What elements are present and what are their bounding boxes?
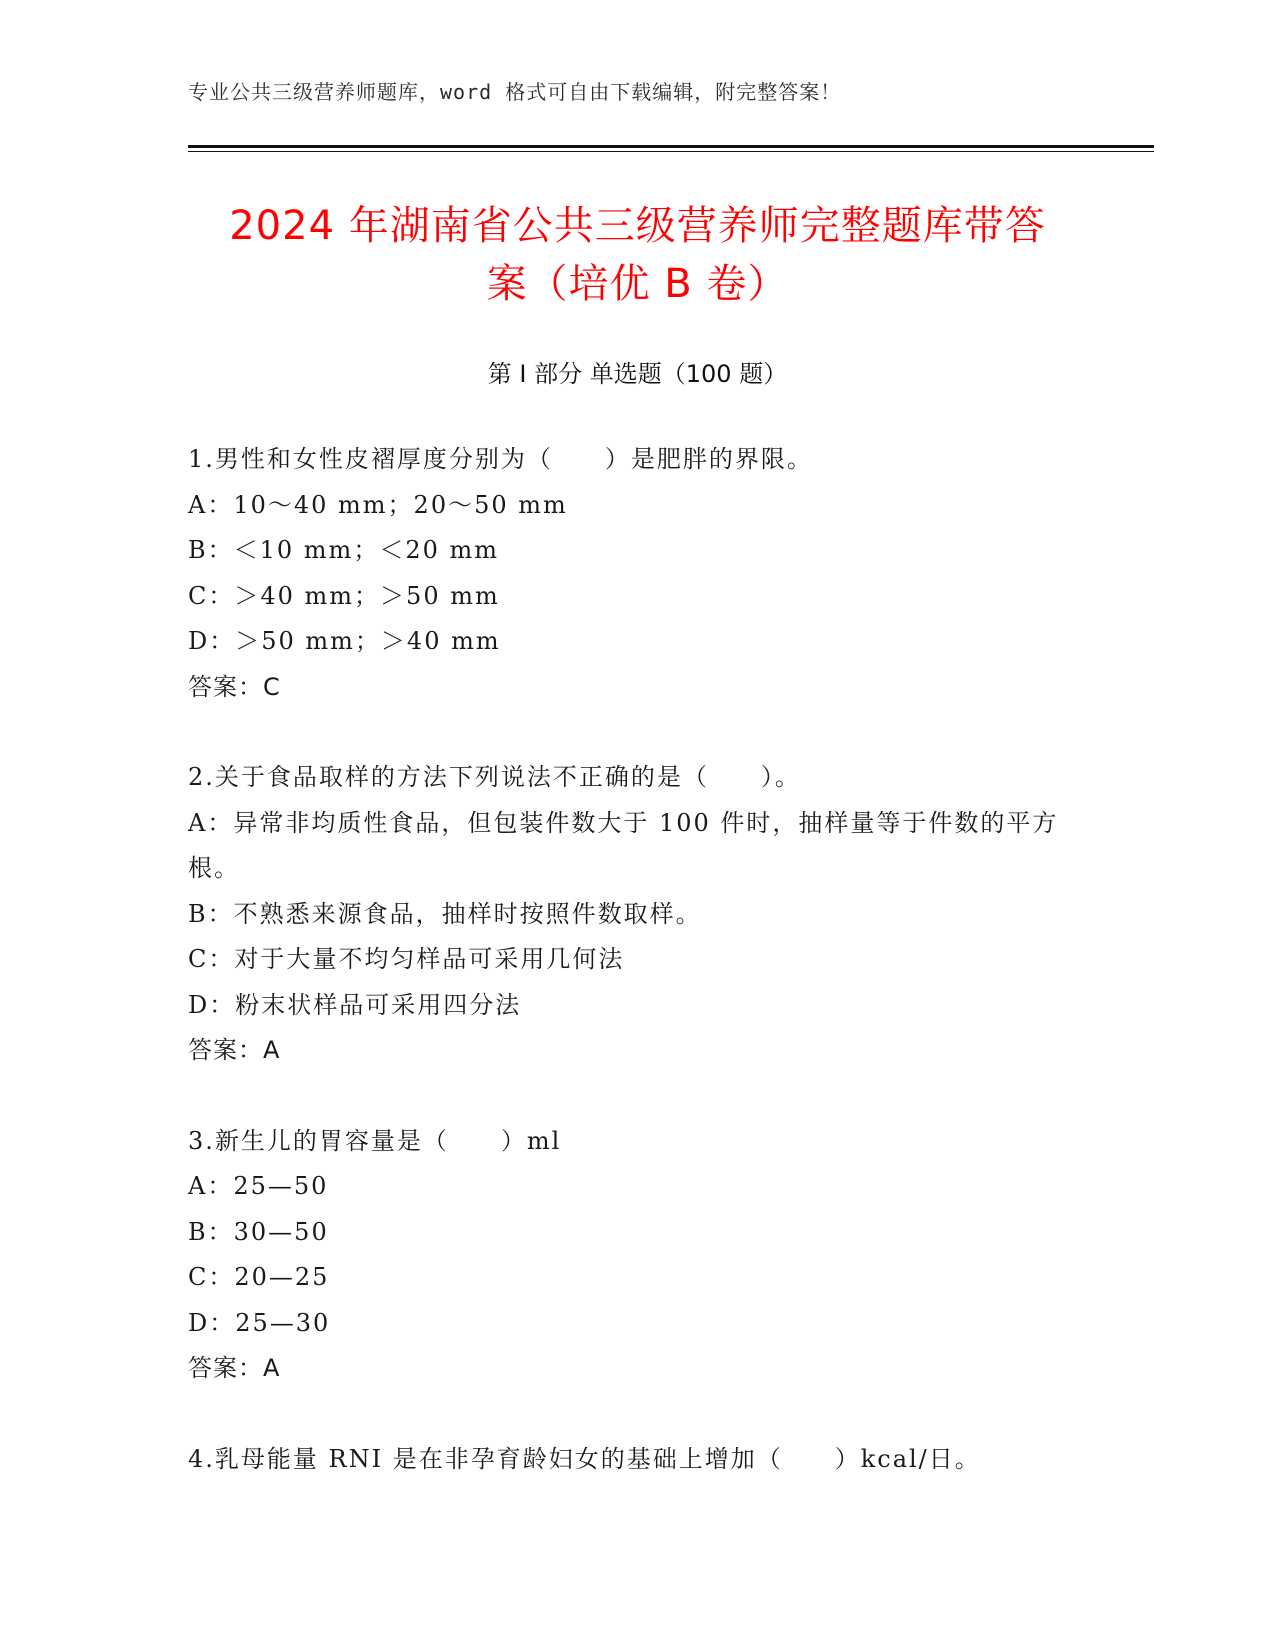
answer: 答案：A — [188, 1036, 281, 1064]
option-c: C：＞40 mm；＞50 mm — [188, 581, 500, 610]
question-stem: 2.关于食品取样的方法下列说法不正确的是（ ）。 — [188, 763, 801, 791]
question-stem: 4.乳母能量 RNI 是在非孕育龄妇女的基础上增加（ ）kcal/日。 — [188, 1444, 981, 1473]
option-d: D：25—30 — [188, 1308, 331, 1337]
header-rule-thick — [188, 145, 1154, 148]
option-c: C：20—25 — [188, 1263, 330, 1291]
question-stem: 3.新生儿的胃容量是（ ）ml — [188, 1126, 562, 1155]
question-list — [188, 437, 1088, 1527]
option-a: A：25—50 — [188, 1172, 329, 1200]
document-title-line-1: 2024 年湖南省公共三级营养师完整题库带答 — [229, 203, 1046, 249]
question-4 — [188, 1437, 1088, 1483]
option-b: B：30—50 — [188, 1217, 329, 1246]
option-d: D：粉末状样品可采用四分法 — [188, 990, 522, 1019]
section-title: 第 I 部分 单选题（100 题） — [487, 360, 788, 388]
document-title — [150, 197, 1125, 313]
header-note: 专业公共三级营养师题库，word 格式可自由下载编辑，附完整答案！ — [188, 80, 842, 104]
option-c: C：对于大量不均匀样品可采用几何法 — [188, 945, 625, 973]
option-b: B：＜10 mm；＜20 mm — [188, 536, 500, 564]
question-1 — [188, 437, 1088, 710]
answer: 答案：A — [188, 1354, 281, 1382]
answer: 答案：C — [188, 672, 281, 701]
option-d: D：＞50 mm；＞40 mm — [188, 627, 501, 655]
header-rule-thin — [188, 151, 1154, 152]
option-a: A：10～40 mm；20～50 mm — [188, 490, 568, 519]
document-title-line-2: 案（培优 B 卷） — [486, 261, 789, 307]
question-2 — [188, 755, 1088, 1074]
question-stem: 1.男性和女性皮褶厚度分别为（ ）是肥胖的界限。 — [188, 445, 813, 473]
question-3 — [188, 1119, 1088, 1392]
option-a: A：异常非均质性食品，但包装件数大于 100 件时，抽样量等于件数的平方根。 — [188, 808, 1059, 882]
option-b: B：不熟悉来源食品，抽样时按照件数取样。 — [188, 899, 702, 928]
